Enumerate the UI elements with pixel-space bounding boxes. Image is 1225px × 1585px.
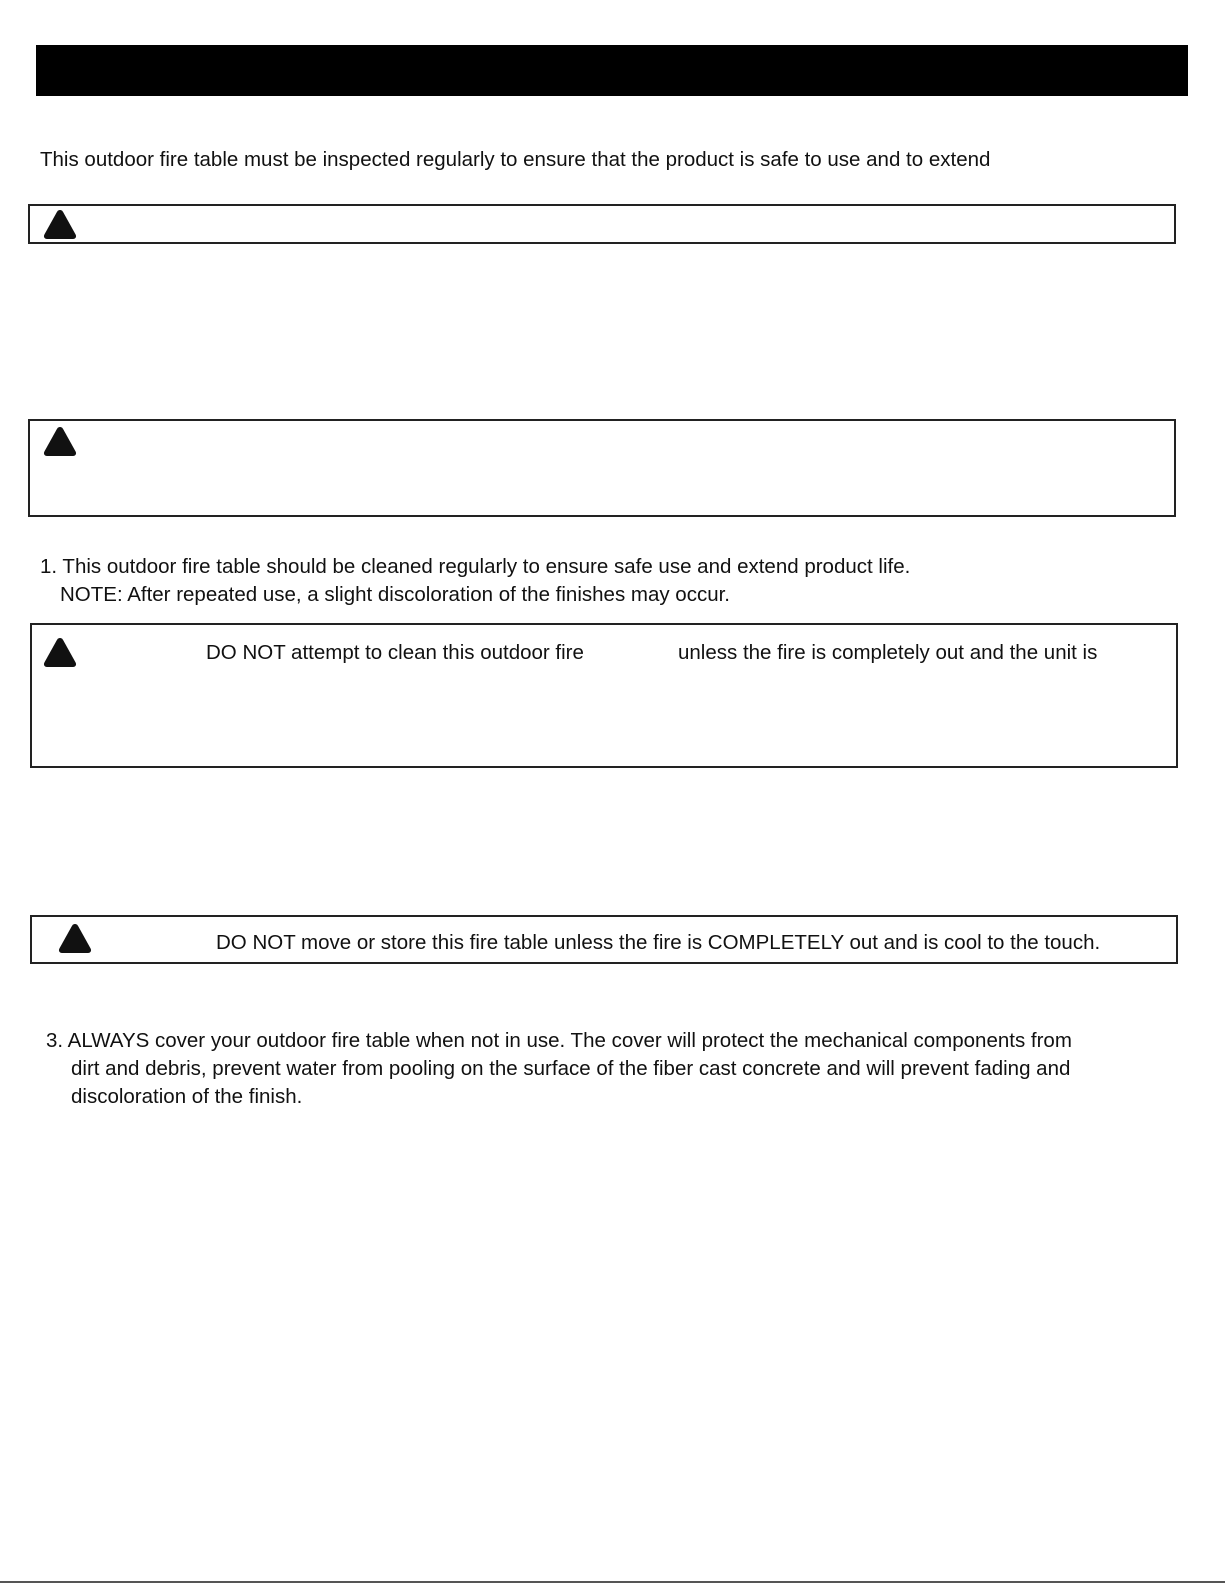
caution-clean-text-2: unless the fire is completely out and the unit is bbox=[678, 641, 1098, 664]
header-bar bbox=[36, 45, 1188, 96]
warning-box-2 bbox=[28, 419, 1176, 517]
caution-box-move bbox=[30, 915, 1178, 964]
intro-text: This outdoor fire table must be inspected regularly to ensure that the product is safe to use and to extend bbox=[40, 148, 991, 171]
warning-box-1 bbox=[28, 204, 1176, 244]
cleaning-note: NOTE: After repeated use, a slight discoloration of the finishes may occur. bbox=[60, 583, 731, 606]
cover-line-1: 3. ALWAYS cover your outdoor fire table when not in use. The cover will protect the mechanical components from bbox=[46, 1029, 1072, 1052]
cleaning-item-1: 1. This outdoor fire table should be cleaned regularly to ensure safe use and extend product life. bbox=[40, 555, 911, 578]
cover-line-3: discoloration of the finish. bbox=[71, 1085, 303, 1108]
bottom-rule bbox=[0, 1581, 1225, 1583]
caution-box-clean bbox=[30, 623, 1178, 768]
warning-triangle-icon bbox=[43, 637, 77, 668]
caution-move-text: DO NOT move or store this fire table unless the fire is COMPLETELY out and is cool to the touch. bbox=[216, 931, 1101, 954]
caution-clean-text-1: DO NOT attempt to clean this outdoor fire bbox=[206, 641, 584, 664]
warning-triangle-icon bbox=[58, 923, 92, 954]
warning-triangle-icon bbox=[43, 209, 77, 240]
warning-triangle-icon bbox=[43, 426, 77, 457]
cover-line-2: dirt and debris, prevent water from pooling on the surface of the fiber cast concrete and will prevent fading and bbox=[71, 1057, 1071, 1080]
